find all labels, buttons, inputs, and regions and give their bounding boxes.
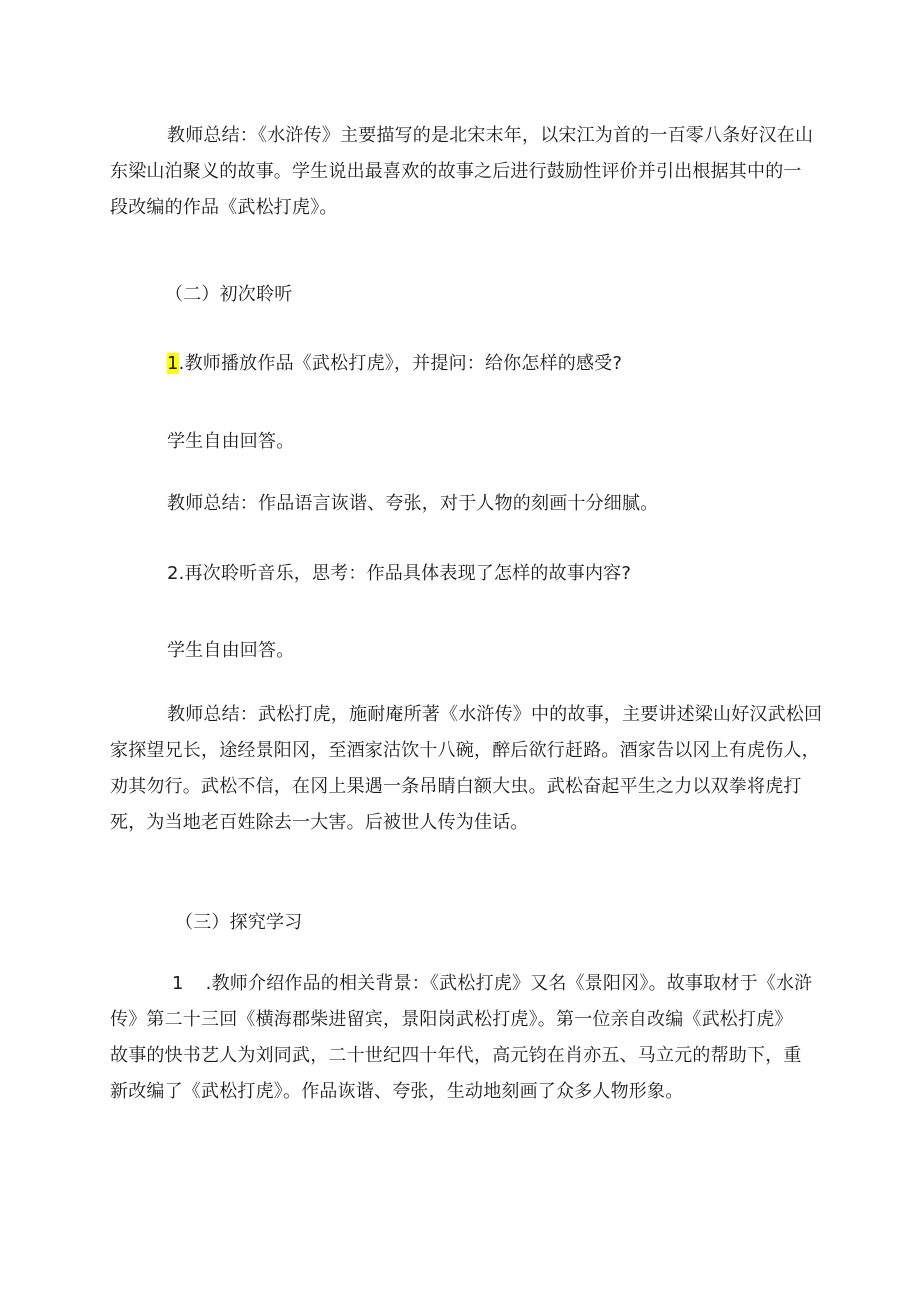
list-item-text: .教师播放作品《武松打虎》，并提问：给你怎样的感受? [178,353,623,374]
text-line: 传》第二十三回《横海郡柴进留宾，景阳岗武松打虎》。第一位亲自改编《武松打虎》 [110,1009,793,1030]
paragraph-story-summary [110,697,823,841]
student-answer-1: 学生自由回答。 [167,431,295,452]
text-line: 教师总结：《水浒传》主要描写的是北宋末年，以宋江为首的一百零八条好汉在山 [167,125,814,146]
section-heading-2: （二）初次聆听 [165,284,293,305]
text-line: 段改编的作品《武松打虎》。 [110,197,338,218]
list-item-2: 2.再次聆听音乐，思考：作品具体表现了怎样的故事内容? [167,563,632,584]
teacher-summary-1: 教师总结：作品语言诙谐、夸张，对于人物的刻画十分细腻。 [167,493,659,514]
section-heading-3: （三）探究学习 [175,912,303,933]
paragraph-summary-intro [110,118,814,226]
text-line: 故事的快书艺人为刘同武，二十世纪四十年代，高元钧在肖亦五、马立元的帮助下，重 [110,1045,802,1066]
highlighted-number: 1 [167,353,179,374]
text-line: 新改编了《武松打虎》。作品诙谐、夸张，生动地刻画了众多人物形象。 [110,1081,684,1102]
paragraph-background [110,966,813,1110]
list-item-text: .教师介绍作品的相关背景：《武松打虎》又名《景阳冈》。故事取材于《水浒 [205,973,813,994]
list-item-1 [167,346,622,382]
text-line: 劝其勿行。武松不信，在冈上果遇一条吊睛白额大虫。武松奋起平生之力以双拳将虎打 [110,776,802,797]
text-line [172,966,812,1002]
text-line: 家探望兄长，途经景阳冈，至酒家沽饮十八碗，醉后欲行赶路。酒家告以冈上有虎伤人， [110,740,820,761]
student-answer-2: 学生自由回答。 [167,640,295,661]
text-line: 教师总结：武松打虎，施耐庵所著《水浒传》中的故事，主要讲述梁山好汉武松回 [167,704,823,725]
text-line: 东梁山泊聚义的故事。学生说出最喜欢的故事之后进行鼓励性评价并引出根据其中的一 [110,161,802,182]
list-number: 1 [172,973,184,994]
text-line: 死，为当地老百姓除去一大害。后被世人传为佳话。 [110,812,529,833]
